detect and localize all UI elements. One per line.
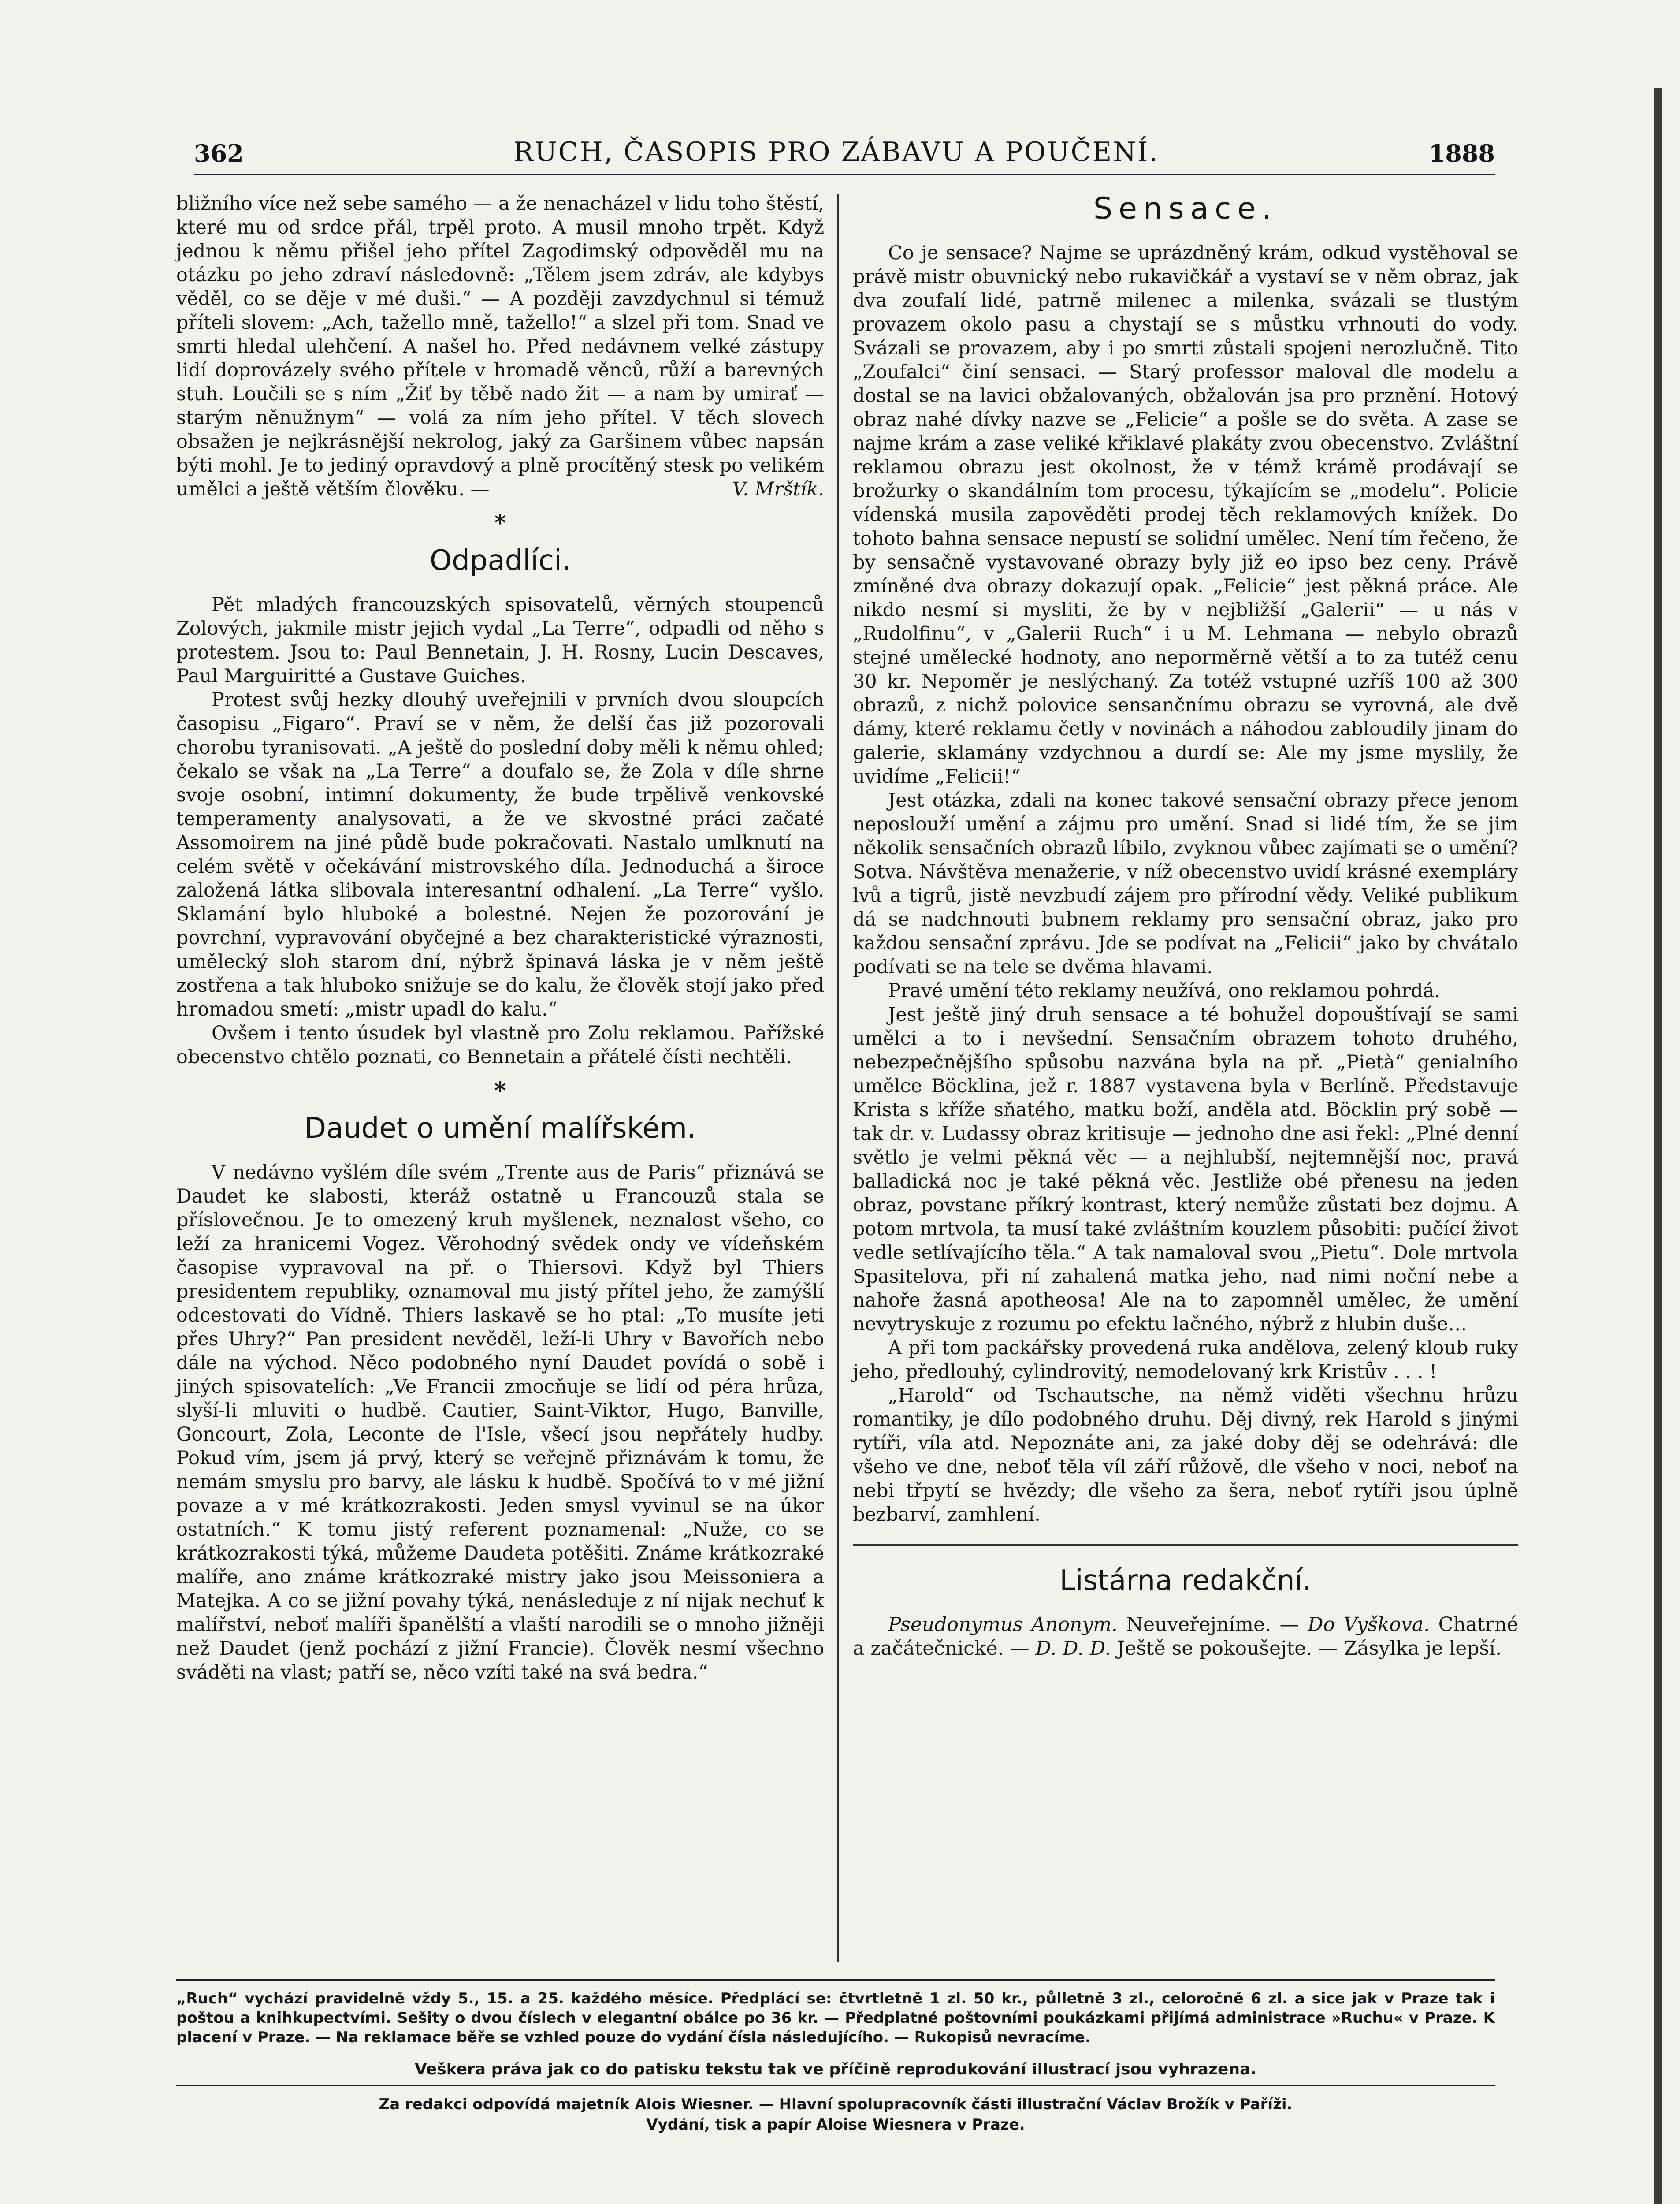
article-paragraph: A při tom packářsky provedená ruka andělova, zelený kloub ruky jeho, předlouhý, cylindrovitý, nemodelovaný krk Kristův . . . ! <box>853 1337 1518 1383</box>
article-title-sensace: Sensace. <box>1093 191 1278 226</box>
column-divider <box>837 194 839 1962</box>
mailbox-recipient: Do Vyškova. <box>1308 1613 1430 1636</box>
mailbox-reply: Chatrné a začátečnické. — <box>853 1613 1518 1660</box>
mailbox-recipient: Pseudonymus Anonym. <box>888 1613 1118 1636</box>
author-signature: V. Mrštík. <box>732 478 824 500</box>
article-paragraph: „Harold“ od Tschautsche, na němž viděti všechnu hrůzu romantiky, je dílo podobného druhu. Děj divný, rek Harold s jinými rytíři, víla atd. Nepoznáte ani, za jaké doby děj se odehrává: dle všeho ve dne, neboť těla víl září růžově, dle všeho v noci, neboť na nebi třpytí se hvězdy; dle všeho za šera, neboť rytíři jsou úplně bezbarví, zamhlení. <box>853 1385 1518 1526</box>
article-title-listarna: Listárna redakční. <box>1059 1564 1312 1597</box>
article-paragraph: Pět mladých francouzských spisovatelů, věrných stoupenců Zolových, jakmile mistr jejich vydal „La Terre“, odpadli od něho s protestem. Jsou to: Paul Bennetain, J. H. Rosny, Lucin Descaves, Paul Marguiritté a Gustave Guiches. <box>176 594 824 687</box>
rights-reserved-notice: Veškera práva jak co do patisku tekstu tak ve příčině reprodukování illustrací jsou vyhrazena. <box>176 2060 1495 2086</box>
scan-edge-shadow <box>1654 88 1662 2204</box>
section-separator: * <box>494 510 506 536</box>
footer-rule <box>176 1979 1495 1981</box>
section-rule <box>853 1544 1518 1546</box>
left-column <box>176 192 824 1684</box>
running-header <box>194 119 1495 175</box>
publication-footer <box>176 1979 1495 2135</box>
mailbox-reply: Ještě se pokoušejte. — Zásylka je lepší. <box>1111 1637 1502 1660</box>
garshin-obituary-end: bližního více než sebe samého — a že nenacházel v lidu toho štěstí, které mu od srdce přál, trpěl proto. A musil mnoho trpět. Když jednou k němu přišel jeho přítel Zagodimský odpověděl mu na otázku po jeho zdraví následovně: „Tělem jsem zdráv, ale kdybys věděl, co se děje v mé duši.“ — A později zavzdychnul si témuž příteli slovem: „Ach, tažello mně, tažello!“ a slzel při tom. Snad ve smrti hledal ulehčení. A našel ho. Před nedávnem velké zástupy lidí doprovázely svého přítele v hromadě věnců, růží a barevných stuh. Loučili se s ním „Žiť by těbě nado žit — a nam by umirať — starým něnužnym“ — volá za ním jeho přítel. V těch slovech obsažen je nejkrásnější nekrolog, jaký za Garšinem vůbec napsán býti mohl. Je to jediný opravdový a plně procítěný stesk po velikém umělci a ještě větším člověku. — <box>176 193 824 500</box>
mailbox-reply: Neuveřejníme. — <box>1117 1613 1308 1636</box>
article-title-daudet: Daudet o umění malířském. <box>304 1112 696 1145</box>
issue-year: 1888 <box>1428 139 1495 168</box>
article-paragraph: Jest ještě jiný druh sensace a té bohužel dopouštívají se sami umělci a to i nevšední. Sensačním obrazem tohoto druhého, nebezpečnějšího spůsobu nazvána byla na př. „Pietà“ genialního umělce Böcklina, jež r. 1887 vystavena byla v Berlíně. Představuje Krista s kříže sňatého, matku boží, anděla atd. Böcklin prý sobě — tak dr. v. Ludassy obraz kritisuje — jednoho dne asi řekl: „Plné denní světlo je velmi pěkná věc — a nejhlubší, nejtemnější noc, pravá balladická noc je také pěkná věc. Jestliže obé přenesu na jeden obraz, povstane příkrý kontrast, který nemůže zůstati bez dojmu. A potom mrtvola, ta musí také zvláštním kouzlem působiti: pučící život vedle setlívajícího těla.“ A tak namaloval svou „Pietu“. Dole mrtvola Spasitelova, při ní zahalená matka jeho, nad nimi noční nebe a nahoře žasná apotheosa! Ale na to zapomněl umělec, že umění nevytryskuje z rozumu po efektu lačného, nýbrž z hlubin duše… <box>853 1004 1518 1335</box>
mailbox-recipient: D. D. D. <box>1035 1637 1111 1660</box>
imprint-printer: Vydání, tisk a papír Aloise Wiesnera v Praze. <box>646 2116 1025 2133</box>
editorial-mailbox <box>853 1564 1518 1660</box>
article-paragraph: Ovšem i tento úsudek byl vlastně pro Zolu reklamou. Pařížské obecenstvo chtělo poznati, co Bennetain a přátelé čísti nechtěli. <box>176 1022 824 1068</box>
article-paragraph: Protest svůj hezky dlouhý uveřejnili v prvních dvou sloupcích časopisu „Figaro“. Praví se v něm, že delší čas již pozorovali chorobu tyranisovati. „A ještě do poslední doby měli k němu ohled; čekalo se však na „La Terre“ a doufalo se, že Zola v díle shrne svoje osobní, intimní dokumenty, že bude trpělivě venkovské temperamenty analysovati, a že ve skvostné práci začaté Assomoirem na jiné půdě bude pokračovati. Nastalo umlknutí na celém světě v očekávání mistrovského díla. Jednoduchá a široce založená látka slibovala interesantní odhalení. „La Terre“ vyšlo. Sklamání bylo hluboké a bolestné. Nejen že pozorování je povrchní, vypravování obyčejné a bez charakteristické výraznosti, umělecký sloh starom dní, nýbrž špinavá láska je v něm ještě zostřena a tak hluboko snižuje se do kalu, že člověk stojí jako před hromadou smetí: „mistr upadl do kalu.“ <box>176 689 824 1020</box>
article-paragraph: Jest otázka, zdali na konec takové sensační obrazy přece jenom neposlouží umění a zájmu pro umění. Snad si lidé tím, že se jim několik sensačních obrazů líbilo, zvyknou vůbec zajímati se o umění? Sotva. Návštěva menažerie, v níž obecenstvo uvidí krásné exempláry lvů a tigrů, jistě nevzbudí zájem pro přírodní vědy. Veliké publikum dá se nadchnouti bubnem reklamy pro sensační obraz, jako pro každou sensační zprávu. Jde se podívat na „Felicii“ jako by chvátalo podívati se na tele se dvěma hlavami. <box>853 789 1518 978</box>
imprint-editor: Za redakci odpovídá majetník Alois Wiesner. — Hlavní spolupracovník části illustrační Václav Brožík v Paříži. <box>379 2096 1293 2113</box>
journal-title: RUCH, ČASOPIS PRO ZÁBAVU A POUČENÍ. <box>513 137 1159 168</box>
subscription-notice: „Ruch“ vychází pravidelně vždy 5., 15. a 25. každého měsíce. Předplácí se: čtvrtletně 1 zl. 50 kr., půlletně 3 zl., celoročně 6 zl. a sice jak v Praze tak i poštou a knihkupectvími. Sešity o dvou číslech v elegantní obálce po 36 kr. — Předplatné poštovními poukázkami přijímá administrace »Ruchu« v Praze. K placení v Praze. — Na reklamace běře se vzhled pouze do vydání čísla následujícího. — Rukopisů nevracíme. <box>176 1990 1495 2046</box>
article-paragraph: Pravé umění této reklamy neužívá, ono reklamou pohrdá. <box>888 980 1440 1002</box>
article-paragraph: V nedávno vyšlém díle svém „Trente aus de Paris“ přiznává se Daudet ke slabosti, kteráž ostatně u Francouzů stala se příslovečnou. Je to omezený kruh myšlenek, neznalost všeho, co leží za hranicemi Vogez. Věrohodný svědek ondy ve vídeňském časopise vypravoval na př. o Thiersovi. Když byl Thiers presidentem republiky, oznamoval mu jistý přítel jeho, že zamýšlí odcestovati do Vídně. Thiers laskavě se ho ptal: „To musíte jeti přes Uhry?“ Pan president nevěděl, leží-li Uhry v Bavořích nebo dále na východ. Něco podobného nyní Daudet povídá o sobě i jiných spisovatelích: „Ve Francii zmocňuje se lidí od péra hrůza, slyší-li mluviti o hudbě. Cautier, Saint-Viktor, Hugo, Banville, Goncourt, Zola, Leconte de l'Isle, všecí jsou nepřátely hudby. Pokud vím, jsem já prvý, který se veřejně přiznávám k tomu, že nemám smyslu pro barvy, ale lásku k hudbě. Spočívá to v mé jižní povaze a v mé krátkozrakosti. Jeden smysl vyvinul se na úkor ostatních.“ K tomu jistý referent poznamenal: „Nuže, co se krátkozrakosti týká, můžeme Daudeta potěšiti. Známe krátkozraké malíře, ano známe krátkozraké mistry jako jsou Meissoniera a Matejka. A co se jižní povahy týká, nenásleduje z ní nijak nechuť k malířství, neboť malíři španělští a vlaští narodili se o mnoho jižněji než Daudet (jenž pochází z jižní Francie). Člověk nesmí všechno sváděti na vlast; patří se, něco vzíti také na svá bedra.“ <box>176 1162 824 1683</box>
right-column <box>853 192 1518 1660</box>
section-separator: * <box>494 1077 506 1104</box>
article-paragraph: Co je sensace? Najme se uprázdněný krám, odkud vystěhoval se právě mistr obuvnický nebo rukavičkář a vystaví se v něm obraz, jak dva zoufalí lidé, patrně milenec a milenka, svázali se tlustým provazem okolo pasu a chystají se s můstku vrhnouti do vody. Svázali se provazem, aby i po smrti zůstali spojeni nerozlučně. Tito „Zoufalci“ činí sensaci. — Starý professor maloval dle modelu a dostal se na lavici obžalovaných, obžalován jsa pro prznění. Hotový obraz nahé dívky nazve se „Felicie“ a pošle se do světa. A zase se najme krám a zase veliké křiklavé plakáty zvou obecenstvo. Zvláštní reklamou obrazu jest okolnost, že v témž krámě prodávají se brožurky o skandálním tom procesu, týkajícím se „modelu“. Policie vídenská musila zapověděti prodej těch reklamových knížek. Do tohoto bahna sensace nepustí se solidní umělec. Není tím řečeno, že by sensačně vystavované obrazy byly již eo ipso bez ceny. Právě zmíněné dva obrazy dokazují opak. „Felicie“ jest pěkná práce. Ale nikdo nesmí si mysliti, že by v nejbližší „Galerii“ — u nás v „Rudolfinu“, v „Galerii Ruch“ i u M. Lehmana — nebylo obrazů stejné umělecké hodnoty, ano neporměrně větší a to za tutéž cenu 30 kr. Nepoměr je neslýchaný. Za totéž vstupné uzříš 100 až 300 obrazů, z nichž polovice sensančnímu obrazu se vyrovná, ale dvě dámy, které reklamu četly v novinách a náhodou zabloudily jinam do galerie, sklamány vzdychnou a durdí se: Ale my jsme myslily, že uvidíme „Felicii!“ <box>853 242 1518 788</box>
article-title-odpadlici: Odpadlíci. <box>429 544 571 577</box>
page-number: 362 <box>194 139 244 168</box>
mailbox-entries <box>853 1613 1518 1660</box>
